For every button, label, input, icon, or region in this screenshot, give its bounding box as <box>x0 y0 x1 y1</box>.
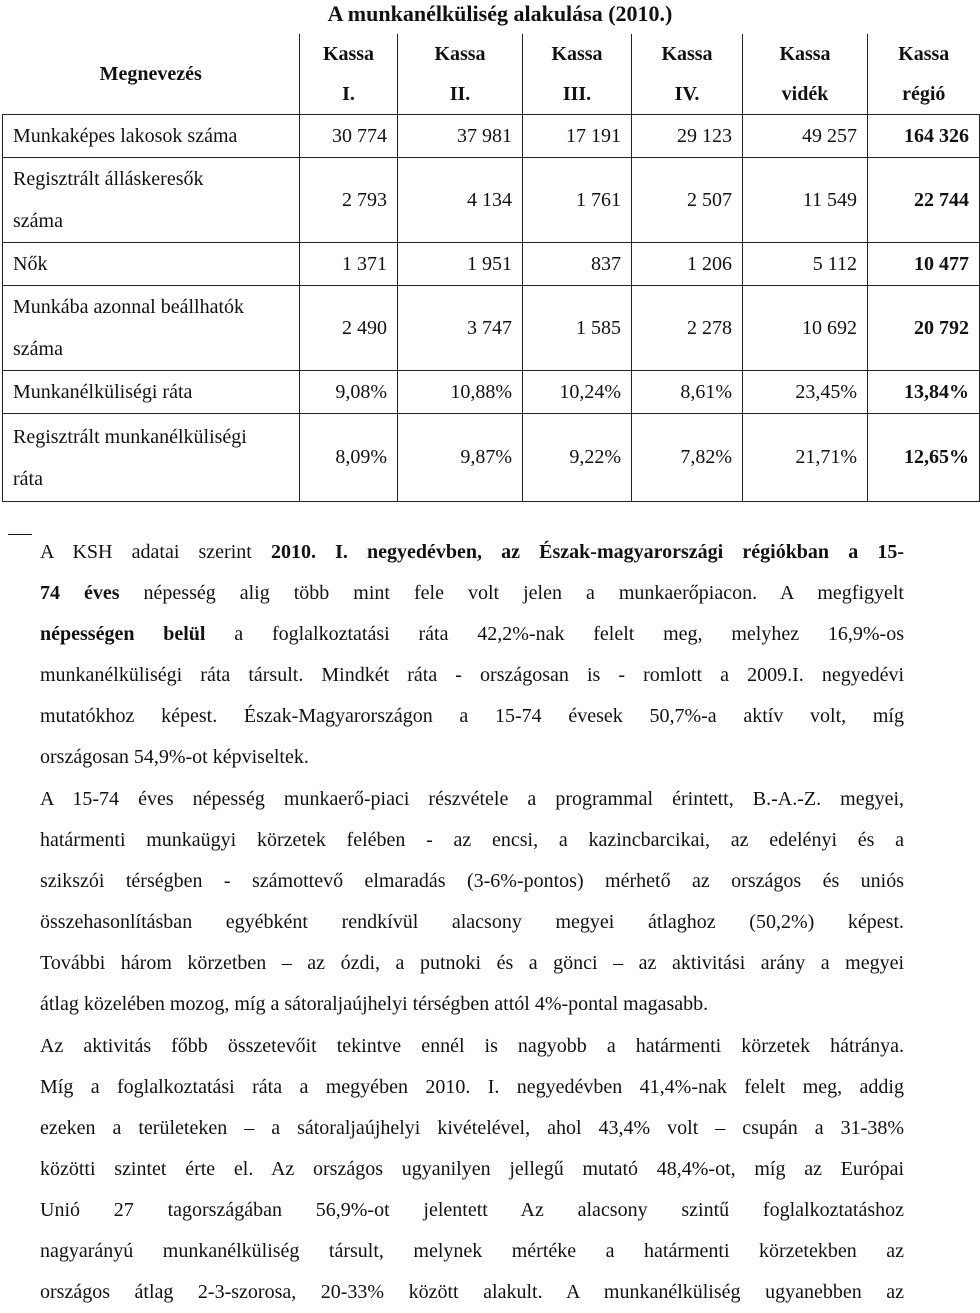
cell-value: 8,09% <box>300 414 398 502</box>
cell-value: 37 981 <box>398 115 523 158</box>
cell-value: 22 744 <box>868 158 980 243</box>
column-header: Kassa III. <box>523 34 632 115</box>
cell-value: 9,22% <box>523 414 632 502</box>
text-line: munkanélküliségi ráta társult. Mindkét ráta - országosan is - romlott a 2009.I. negyedévi <box>40 664 904 686</box>
page-title: A munkanélküliség alakulása (2010.) <box>327 1 673 26</box>
row-label: Nők <box>3 243 300 286</box>
cell-value: 9,87% <box>398 414 523 502</box>
cell-value: 9,08% <box>300 371 398 414</box>
text-line: mutatókhoz képest. Észak-Magyarországon a 15-74 évesek 50,7%-a aktív volt, míg <box>40 705 904 727</box>
column-header: Kassa régió <box>868 34 980 115</box>
cell-value: 10 692 <box>743 286 868 371</box>
cell-value: 837 <box>523 243 632 286</box>
table-row <box>3 115 980 158</box>
cell-value: 5 112 <box>743 243 868 286</box>
cell-value: 1 206 <box>632 243 743 286</box>
cell-value: 1 371 <box>300 243 398 286</box>
text-line: Az aktivitás főbb összetevőit tekintve ennél is nagyobb a határmenti körzetek hátránya. <box>40 1035 904 1057</box>
table-row <box>3 158 980 243</box>
table-row <box>3 286 980 371</box>
text-line: ezeken a területeken – a sátoraljaújhelyi kivételével, ahol 43,4% volt – csupán a 31-38% <box>40 1117 904 1139</box>
cell-value: 164 326 <box>868 115 980 158</box>
text-line: összehasonlításban egyébként rendkívül alacsony megyei átlaghoz (50,2%) képest. <box>40 911 904 933</box>
cell-value: 17 191 <box>523 115 632 158</box>
cell-value: 4 134 <box>398 158 523 243</box>
column-header: Kassa IV. <box>632 34 743 115</box>
cell-value: 2 507 <box>632 158 743 243</box>
column-header: Kassa vidék <box>743 34 868 115</box>
text-line: A 15-74 éves népesség munkaerő-piaci részvétele a programmal érintett, B.-A.-Z. megyei, <box>40 788 904 810</box>
cell-value: 3 747 <box>398 286 523 371</box>
table-row <box>3 243 980 286</box>
paragraph-2 <box>40 779 904 1025</box>
cell-value: 49 257 <box>743 115 868 158</box>
text-line: További három körzetben – az ózdi, a putnoki és a gönci – az aktivitási arány a megyei <box>40 952 904 974</box>
column-header: Kassa I. <box>300 34 398 115</box>
cell-value: 12,65% <box>868 414 980 502</box>
cell-value: 1 761 <box>523 158 632 243</box>
cell-value: 20 792 <box>868 286 980 371</box>
cell-value: 30 774 <box>300 115 398 158</box>
paragraph-3 <box>40 1026 904 1313</box>
cell-value: 2 793 <box>300 158 398 243</box>
text-line: Míg a foglalkoztatási ráta a megyében 2010. I. negyedévben 41,4%-nak felelt meg, addig <box>40 1076 904 1098</box>
table-header-row <box>3 34 980 115</box>
row-label: Munkanélküliségi ráta <box>3 371 300 414</box>
cell-value: 1 951 <box>398 243 523 286</box>
text-line: átlag közelében mozog, míg a sátoraljaújhelyi térségben attól 4%-pontal magasabb. <box>40 993 709 1015</box>
table-row <box>3 371 980 414</box>
text-line: országosan 54,9%-ot képviseltek. <box>40 746 309 768</box>
cell-value: 29 123 <box>632 115 743 158</box>
row-label: Regisztrált álláskeresők száma <box>3 158 300 243</box>
text-line: szikszói térségben - számottevő elmaradás (3-6%-pontos) mérhető az országos és uniós <box>40 870 904 892</box>
cell-value: 11 549 <box>743 158 868 243</box>
cell-value: 10 477 <box>868 243 980 286</box>
cell-value: 7,82% <box>632 414 743 502</box>
text-line: népességen belül a foglalkoztatási ráta 42,2%-nak felelt meg, melyhez 16,9%-os <box>40 623 904 645</box>
cell-value: 21,71% <box>743 414 868 502</box>
text-line: határmenti munkaügyi körzetek felében - az encsi, a kazincbarcikai, az edelényi és a <box>40 829 904 851</box>
bullet-dash <box>8 534 32 535</box>
text-line: Unió 27 tagországában 56,9%-ot jelentett Az alacsony szintű foglalkoztatáshoz <box>40 1199 904 1221</box>
cell-value: 10,24% <box>523 371 632 414</box>
text-line: A KSH adatai szerint 2010. I. negyedévben, az Észak-magyarországi régiókban a 15- <box>40 541 904 563</box>
unemployment-table <box>2 34 980 502</box>
cell-value: 2 278 <box>632 286 743 371</box>
text-line: közötti szintet érte el. Az országos ugyanilyen jellegű mutató 48,4%-ot, míg az Európai <box>40 1158 904 1180</box>
cell-value: 23,45% <box>743 371 868 414</box>
cell-value: 1 585 <box>523 286 632 371</box>
text-line: 74 éves népesség alig több mint fele volt jelen a munkaerőpiacon. A megfigyelt <box>40 582 904 604</box>
row-label: Regisztrált munkanélküliségi ráta <box>3 414 300 502</box>
column-header: Kassa II. <box>398 34 523 115</box>
column-header-label: Megnevezés <box>3 34 300 115</box>
text-line: nagyarányú munkanélküliség társult, melynek mértéke a határmenti körzetekben az <box>40 1240 904 1262</box>
table-row <box>3 414 980 502</box>
cell-value: 10,88% <box>398 371 523 414</box>
cell-value: 13,84% <box>868 371 980 414</box>
text-line: országos átlag 2-3-szorosa, 20-33% között alakult. A munkanélküliség ugyanebben az <box>40 1281 904 1303</box>
row-label: Munkába azonnal beállhatók száma <box>3 286 300 371</box>
row-label: Munkaképes lakosok száma <box>3 115 300 158</box>
cell-value: 2 490 <box>300 286 398 371</box>
paragraph-1 <box>40 532 904 778</box>
cell-value: 8,61% <box>632 371 743 414</box>
